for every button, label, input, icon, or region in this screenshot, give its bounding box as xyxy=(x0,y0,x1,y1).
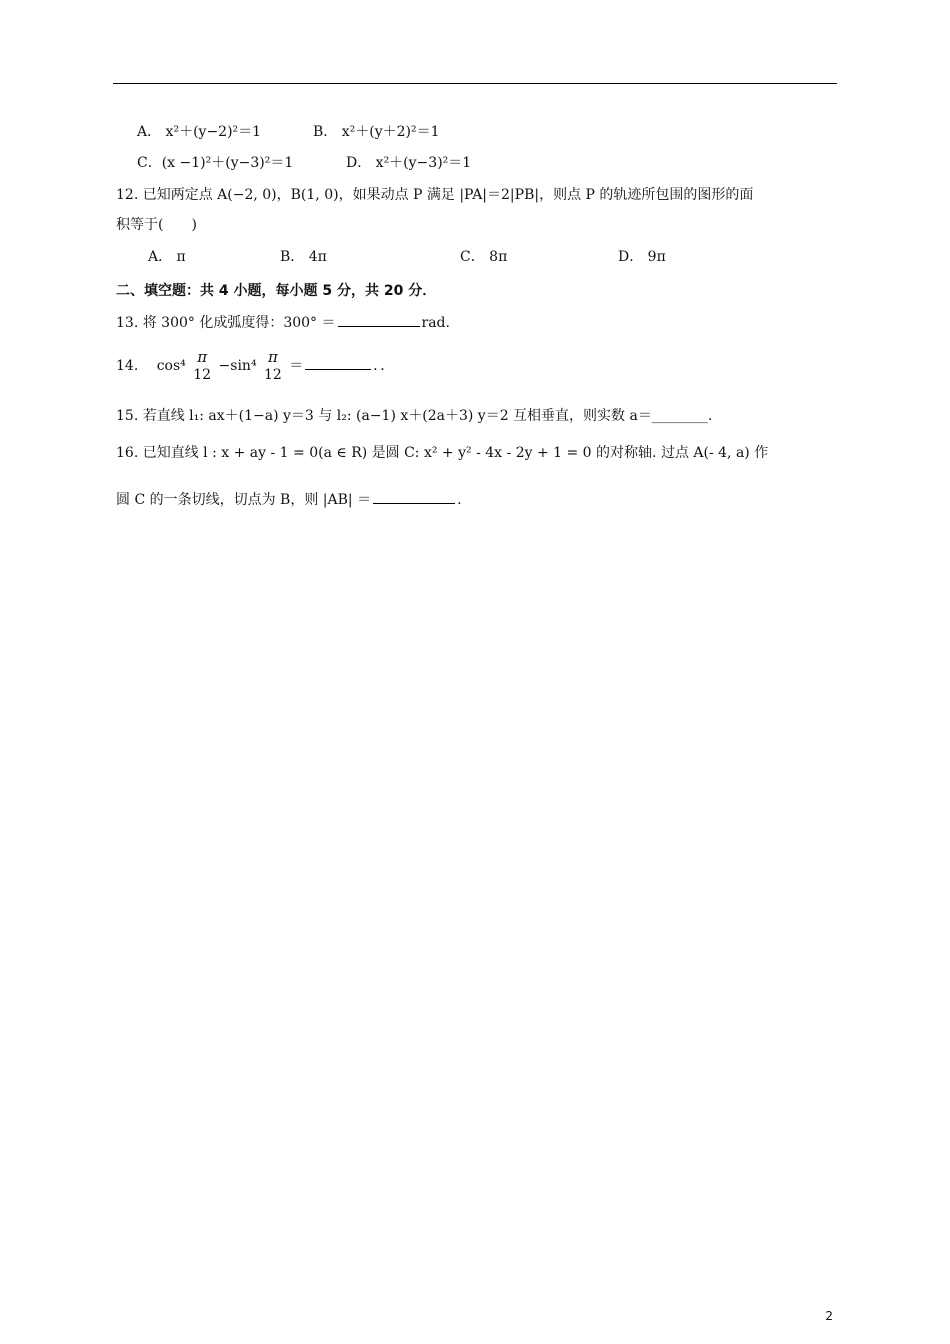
q13-suffix: rad. xyxy=(421,315,450,331)
q14-fraction-1 xyxy=(193,348,211,384)
q12-option-b: B． 4π xyxy=(280,249,327,265)
q14 xyxy=(116,344,394,388)
q14-fraction-2-den: 12 xyxy=(264,367,282,383)
q16-line2 xyxy=(116,489,462,510)
q11-option-a: A． x²＋(y−2)²＝1 xyxy=(137,124,262,140)
q11-option-c: C．(x −1)²＋(y−3)²＝1 xyxy=(137,155,294,171)
q12-stem-line2: 积等于( ) xyxy=(116,217,197,233)
q12-option-a: A． π xyxy=(148,249,186,265)
q16-answer-blank xyxy=(373,489,455,504)
q12-option-c: C． 8π xyxy=(460,249,508,265)
q14-fraction-2 xyxy=(264,348,282,384)
q12-stem-line1: 12. 已知两定点 A(−2, 0)，B(1, 0)，如果动点 P 满足 |PA|＝2|PB|，则点 P 的轨迹所包围的图形的面 xyxy=(116,187,754,203)
q11-option-b: B． x²＋(y＋2)²＝1 xyxy=(313,124,440,140)
q13-answer-blank xyxy=(338,312,420,327)
q14-answer-blank xyxy=(305,355,371,370)
q11-option-d: D． x²＋(y−3)²＝1 xyxy=(346,155,472,171)
q14-equals: ＝ xyxy=(289,358,304,374)
q14-fraction-1-den: 12 xyxy=(193,367,212,383)
q13-text: 13. 将 300° 化成弧度得：300° ＝ xyxy=(116,315,336,331)
q14-cos: cos⁴ xyxy=(156,358,186,374)
q14-fraction-2-num: π xyxy=(268,348,278,366)
q13 xyxy=(116,312,450,333)
q16-line1: 16. 已知直线 l : x + ay - 1 = 0(a ∈ R) 是圆 C: x² + y² - 4x - 2y + 1 = 0 的对称轴. 过点 A(- 4, a) 作 xyxy=(116,445,769,461)
q14-number: 14. xyxy=(116,358,139,374)
section-2-title: 二、填空题：共 4 小题，每小题 5 分，共 20 分． xyxy=(116,283,437,299)
header-rule xyxy=(113,83,837,84)
q16-line2-suffix: . xyxy=(457,492,462,508)
q14-suffix: ．． xyxy=(373,358,395,374)
q16-line2-prefix: 圆 C 的一条切线，切点为 B，则 |AB| ＝ xyxy=(116,492,372,508)
q14-fraction-1-num: π xyxy=(197,348,208,366)
q15: 15. 若直线 l₁: ax＋(1−a) y＝3 与 l₂: (a−1) x＋(2a＋3) y＝2 互相垂直，则实数 a＝________. xyxy=(116,408,713,424)
q14-minus-sin: −sin⁴ xyxy=(218,358,257,374)
page-number: 2 xyxy=(825,1309,833,1323)
q12-option-d: D． 9π xyxy=(618,249,666,265)
